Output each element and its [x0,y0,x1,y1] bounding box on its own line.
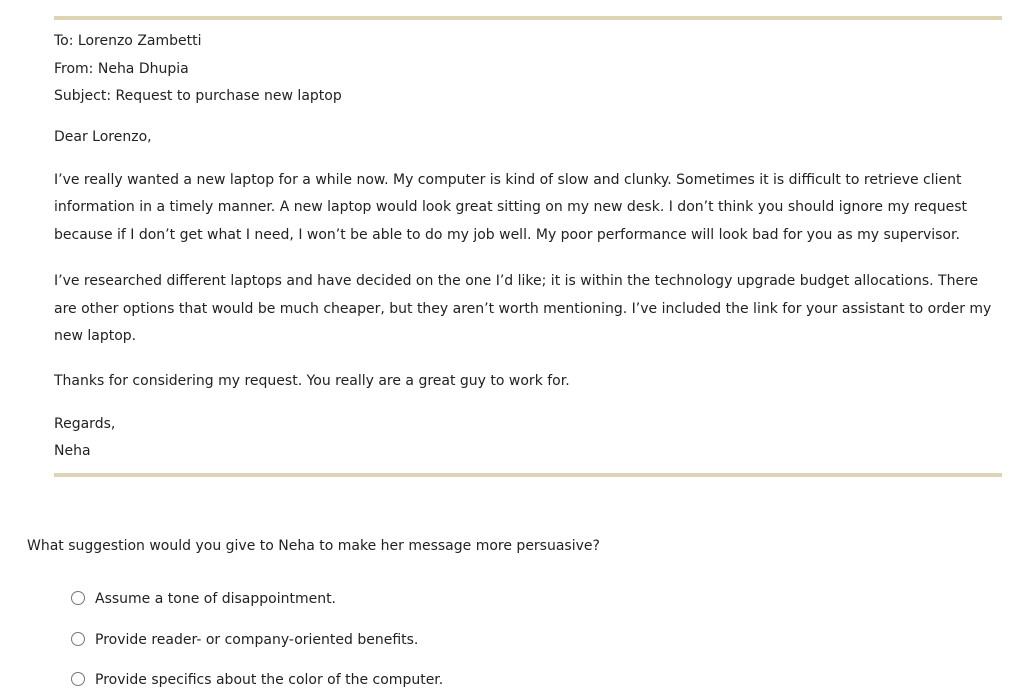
top-divider [54,16,1002,20]
memo-to: To: Lorenzo Zambetti [54,33,202,49]
memo [54,30,1002,466]
memo-subject: Subject: Request to purchase new laptop [54,88,342,104]
radio-button-2[interactable] [71,632,85,646]
memo-from: From: Neha Dhupia [54,60,189,77]
memo-salutation: Dear Lorenzo, [54,128,152,145]
memo-paragraph-1: I’ve really wanted a new laptop for a while now. My computer is kind of slow and clunky. Sometimes it is difficult to retrieve client information in a timely manner. A new laptop would look great sitting on my new desk. I don’t think you should ignore my request because if I don’t get what I need, I won’t be able to do my job well. My poor performance will look bad for you as my supervisor. [54,171,968,243]
memo-signature: Neha [54,443,91,459]
memo-paragraph-3: Thanks for considering my request. You really are a great guy to work for. [54,372,570,389]
answer-option-label: Provide reader- or company-oriented benefits. [95,631,419,648]
answer-option-3[interactable] [71,663,443,690]
radio-button-1[interactable] [71,591,85,605]
answer-options [71,582,443,690]
memo-closing-regards: Regards, [54,415,116,432]
question-prompt: What suggestion would you give to Neha to make her message more persuasive? [27,538,600,554]
memo-closing [54,411,1002,466]
answer-option-1[interactable] [71,582,443,623]
bottom-divider [54,473,1002,477]
radio-button-3[interactable] [71,672,85,686]
answer-option-2[interactable] [71,623,443,664]
answer-option-label: Assume a tone of disappointment. [95,591,337,608]
answer-option-label: Provide specifics about the color of the computer. [95,672,444,689]
memo-paragraph-2: I’ve researched different laptops and have decided on the one I’d like; it is within the technology upgrade budget allocations. There are other options that would be much cheaper, but they aren’t worth mentioning. I’ve included the link for your assistant to order my new laptop. [54,273,992,344]
